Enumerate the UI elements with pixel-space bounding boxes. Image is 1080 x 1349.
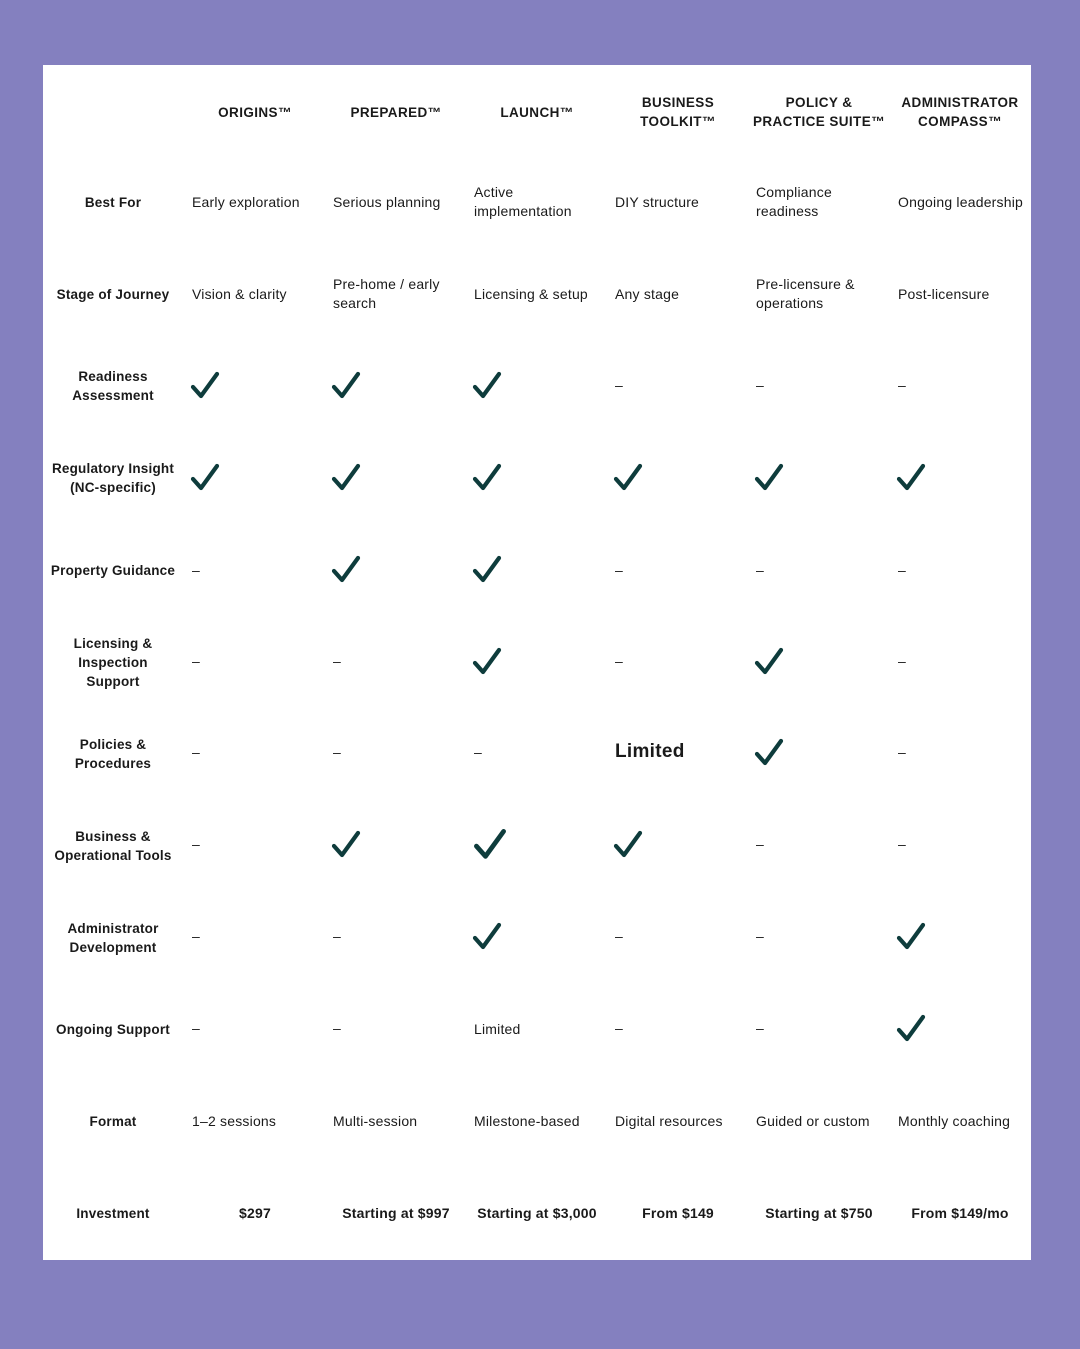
row-label-line: Administrator [67,921,159,936]
col-header-line: ADMINISTRATOR [901,95,1019,110]
checkmark-icon [613,830,643,860]
cell-stage-prepared [333,275,440,313]
dash-icon: – [615,562,623,578]
col-header-administrator-compass [890,93,1030,131]
dash-icon: – [756,928,764,944]
row-label-line: Policies & [79,737,147,752]
row-label-line: (NC-specific) [70,480,156,495]
dash-icon: – [615,928,623,944]
cell-format-policy: Guided or custom [756,1113,870,1129]
price-toolkit: From $149 [642,1205,714,1221]
cell-line: operations [756,295,824,311]
row-label-line: Inspection [78,655,148,670]
price-policy: Starting at $750 [765,1205,873,1221]
cell-format-compass: Monthly coaching [898,1113,1011,1129]
dash-icon: – [756,836,764,852]
dash-icon: – [333,928,341,944]
row-label-line: Readiness [78,369,148,384]
checkmark-icon [613,463,643,493]
cell-best-for-compass: Ongoing leadership [898,194,1024,210]
checkmark-icon [896,463,926,493]
col-header-prepared: PREPARED™ [350,105,442,120]
cell-stage-launch: Licensing & setup [474,286,588,302]
row-label-line: Procedures [74,756,152,771]
dash-icon: – [333,1020,341,1036]
dash-icon: – [898,653,906,669]
cell-line: readiness [756,203,819,219]
dash-icon: – [615,653,623,669]
dash-icon: – [192,653,200,669]
cell-format-origins: 1–2 sessions [192,1113,277,1129]
checkmark-icon [472,371,502,401]
dash-icon: – [898,744,906,760]
row-label-stage-of-journey: Stage of Journey [56,287,170,302]
dash-icon: – [898,562,906,578]
cell-line: Pre-home / early [333,276,440,292]
dash-icon: – [615,1020,623,1036]
dash-icon: – [192,928,200,944]
cell-format-prepared: Multi-session [333,1113,418,1129]
dash-icon: – [756,377,764,393]
cell-format-toolkit: Digital resources [615,1113,723,1129]
col-header-launch: LAUNCH™ [500,105,574,120]
checkmark-icon [472,922,502,952]
checkmark-icon [331,830,361,860]
checkmark-icon [754,647,784,677]
col-header-business-toolkit [608,93,748,131]
col-header-policy-practice-suite [749,93,889,131]
col-header-line: BUSINESS [641,95,715,110]
cell-stage-compass: Post-licensure [898,286,990,302]
row-label-ongoing-support: Ongoing Support [56,1022,170,1037]
cell-stage-toolkit: Any stage [615,286,680,302]
price-prepared: Starting at $997 [342,1205,450,1221]
dash-icon: – [756,562,764,578]
dash-icon: – [333,653,341,669]
cell-best-for-launch [474,183,572,221]
row-label-administrator-development [43,919,183,957]
dash-icon: – [898,377,906,393]
cell-best-for-toolkit: DIY structure [615,194,700,210]
col-header-line: PRACTICE SUITE™ [752,114,885,129]
checkmark-icon [190,463,220,493]
row-label-licensing-inspection-support [43,634,183,691]
checkmark-icon [472,463,502,493]
cell-best-for-policy [756,183,832,221]
row-label-readiness-assessment [43,367,183,405]
row-label-line: Business & [75,829,151,844]
dash-icon: – [898,836,906,852]
row-label-line: Regulatory Insight [51,461,175,476]
dash-icon: – [615,377,623,393]
checkmark-icon [331,463,361,493]
cell-stage-origins: Vision & clarity [192,286,287,302]
cell-format-launch: Milestone-based [474,1113,580,1129]
cell-ongoing-launch-limited: Limited [474,1021,521,1037]
cell-policies-toolkit-limited: Limited [615,741,685,762]
cell-line: Compliance [756,184,832,200]
checkmark-icon [472,647,502,677]
row-label-best-for: Best For [84,195,142,210]
cell-line: Active [474,184,514,200]
row-label-policies-procedures [43,735,183,773]
cell-best-for-prepared: Serious planning [333,194,441,210]
dash-icon: – [192,1020,200,1036]
row-label-business-operational-tools [43,827,183,865]
checkmark-icon [331,371,361,401]
checkmark-icon [331,555,361,585]
cell-line: search [333,295,377,311]
dash-icon: – [192,744,200,760]
price-origins: $297 [239,1205,271,1221]
checkmark-icon [754,738,784,768]
checkmark-icon [896,1014,926,1044]
checkmark-icon [754,463,784,493]
price-launch: Starting at $3,000 [477,1205,597,1221]
dash-icon: – [474,744,482,760]
checkmark-icon [896,922,926,952]
row-label-property-guidance: Property Guidance [50,563,176,578]
checkmark-icon [472,555,502,585]
checkmark-icon [190,371,220,401]
row-label-line: Support [86,674,140,689]
price-compass: From $149/mo [911,1205,1009,1221]
checkmark-icon [472,828,508,862]
row-label-line: Licensing & [73,636,153,651]
dash-icon: – [192,836,200,852]
row-label-line: Operational Tools [54,848,172,863]
row-label-investment: Investment [76,1206,150,1221]
dash-icon: – [333,744,341,760]
col-header-line: COMPASS™ [918,114,1002,129]
col-header-origins: ORIGINS™ [218,105,292,120]
cell-line: Pre-licensure & [756,276,855,292]
col-header-line: POLICY & [785,95,853,110]
cell-best-for-origins: Early exploration [192,194,300,210]
cell-line: implementation [474,203,572,219]
row-label-line: Development [69,940,157,955]
row-label-format: Format [89,1114,137,1129]
col-header-line: TOOLKIT™ [640,114,716,129]
comparison-card [43,65,1031,1260]
cell-stage-policy [756,275,855,313]
dash-icon: – [756,1020,764,1036]
row-label-line: Assessment [72,388,154,403]
row-label-regulatory-insight [43,459,183,497]
dash-icon: – [192,562,200,578]
